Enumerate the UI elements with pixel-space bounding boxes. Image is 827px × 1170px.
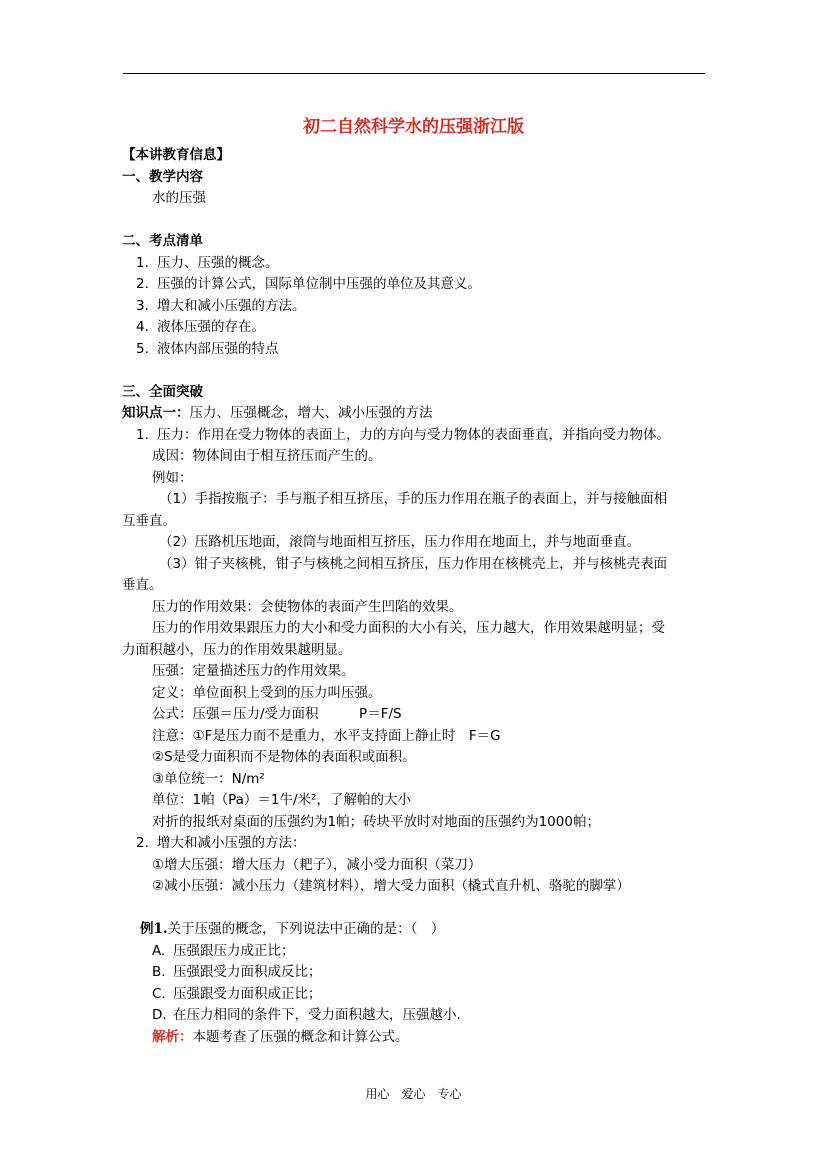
checklist-item — [122, 274, 712, 296]
analysis-label: 解析： — [152, 1028, 193, 1045]
cause-text: 成因：物体间由于相互挤压而产生的。 — [152, 448, 382, 464]
spacer — [122, 898, 712, 920]
analysis — [122, 1027, 712, 1049]
point-1 — [122, 425, 712, 447]
note-3: ③单位统一：N/m² — [152, 770, 265, 787]
item-number: 2. — [136, 276, 149, 292]
effect-detail-line-2: 力面积越小，压力的作用效果越明显。 — [122, 641, 352, 658]
option-letter: B. — [152, 964, 166, 980]
option-text: 压强跟受力面积成正比； — [173, 985, 322, 1002]
section-header: 【本讲教育信息】 — [122, 147, 230, 163]
example-1-line-1: （1）手指按瓶子：手与瓶子相互挤压，手的压力作用在瓶子的表面上，并与接触面相 — [159, 491, 668, 507]
example-intro: 例如： — [152, 469, 193, 486]
analysis-text: 本题考查了压强的概念和计算公式。 — [192, 1028, 409, 1045]
page-footer: 用心 爱心 专心 — [365, 1087, 462, 1101]
knowledge-point-text: 压力、压强概念，增大、减小压强的方法 — [189, 405, 433, 421]
option-text: 压强跟压力成正比； — [173, 942, 295, 959]
example-3-line-1: （3）钳子夹核桃，钳子与核桃之间相互挤压，压力作用在核桃壳上，并与核桃壳表面 — [159, 555, 668, 572]
section-1-heading: 一、教学内容 — [122, 168, 203, 185]
option-c — [122, 984, 712, 1006]
unit-text: 单位：1帕（Pa）＝1牛/米²，了解帕的大小 — [152, 792, 411, 808]
point-text: 增大和减小压强的方法： — [157, 835, 306, 851]
checklist-item — [122, 296, 712, 318]
option-d — [122, 1005, 712, 1027]
item-text: 压力、压强的概念。 — [157, 254, 279, 271]
checklist-item — [122, 253, 712, 275]
header-rule — [123, 73, 705, 74]
item-text: 液体内部压强的特点 — [157, 340, 279, 357]
knowledge-point-label: 知识点一： — [122, 405, 190, 421]
document-body — [122, 145, 712, 1048]
definition-text: 定义：单位面积上受到的压力叫压强。 — [152, 684, 382, 701]
point-text: 压力：作用在受力物体的表面上，力的方向与受力物体的表面垂直，并指向受力物体。 — [157, 426, 670, 443]
item-number: 4. — [136, 319, 149, 335]
item-text: 增大和减小压强的方法。 — [157, 297, 306, 314]
item-text: 液体压强的存在。 — [157, 319, 265, 335]
increase-method: ①增大压强：增大压力（耙子），减小受力面积（菜刀） — [152, 856, 482, 873]
item-number: 3. — [136, 297, 149, 314]
section-1-text: 水的压强 — [152, 190, 206, 206]
option-text: 压强跟受力面积成反比； — [173, 964, 322, 980]
checklist-item — [122, 339, 712, 361]
item-number: 1. — [136, 254, 149, 271]
option-b — [122, 962, 712, 984]
pressure-text: 压强：定量描述压力的作用效果。 — [152, 663, 355, 679]
example-1-question — [122, 919, 712, 941]
newspaper-text: 对折的报纸对桌面的压强约为1帕；砖块平放时对地面的压强约为1000帕； — [152, 813, 600, 830]
spacer — [122, 210, 712, 232]
decrease-method: ②减小压强：减小压力（建筑材料），增大受力面积（橇式直升机、骆驼的脚掌） — [152, 878, 630, 894]
checklist-item — [122, 317, 712, 339]
section-2-heading: 二、考点清单 — [122, 233, 203, 249]
question-text: 关于压强的概念，下列说法中正确的是：（ ） — [167, 921, 445, 937]
section-3-heading: 三、全面突破 — [122, 383, 203, 400]
option-text: 在压力相同的条件下，受力面积越大，压强越小. — [173, 1007, 461, 1023]
note-1: 注意：①F是压力而不是重力，水平支持面上静止时 F＝G — [152, 727, 501, 744]
example-1-line-2: 互垂直。 — [122, 512, 176, 529]
note-2: ②S是受力面积而不是物体的表面积或面积。 — [152, 749, 416, 765]
option-a — [122, 941, 712, 963]
example-3-line-2: 垂直。 — [122, 577, 163, 593]
knowledge-point-1 — [122, 403, 712, 425]
option-letter: D. — [152, 1007, 167, 1023]
point-2 — [122, 833, 712, 855]
example-2: （2）压路机压地面，滚筒与地面相互挤压，压力作用在地面上，并与地面垂直。 — [159, 534, 641, 550]
spacer — [122, 360, 712, 382]
formula-text: 公式：压强＝压力/受力面积 P＝F/S — [152, 706, 402, 722]
option-letter: A. — [152, 942, 166, 959]
item-number: 5. — [136, 340, 149, 357]
effect-text: 压力的作用效果：会使物体的表面产生凹陷的效果。 — [152, 598, 463, 615]
item-text: 压强的计算公式，国际单位制中压强的单位及其意义。 — [157, 276, 481, 292]
point-number: 1. — [136, 426, 149, 443]
example-label: 例1. — [140, 921, 168, 937]
point-number: 2. — [136, 835, 149, 851]
option-letter: C. — [152, 985, 166, 1002]
document-title: 初二自然科学水的压强浙江版 — [303, 117, 524, 137]
effect-detail-line-1: 压力的作用效果跟压力的大小和受力面积的大小有关，压力越大，作用效果越明显；受 — [152, 620, 665, 636]
